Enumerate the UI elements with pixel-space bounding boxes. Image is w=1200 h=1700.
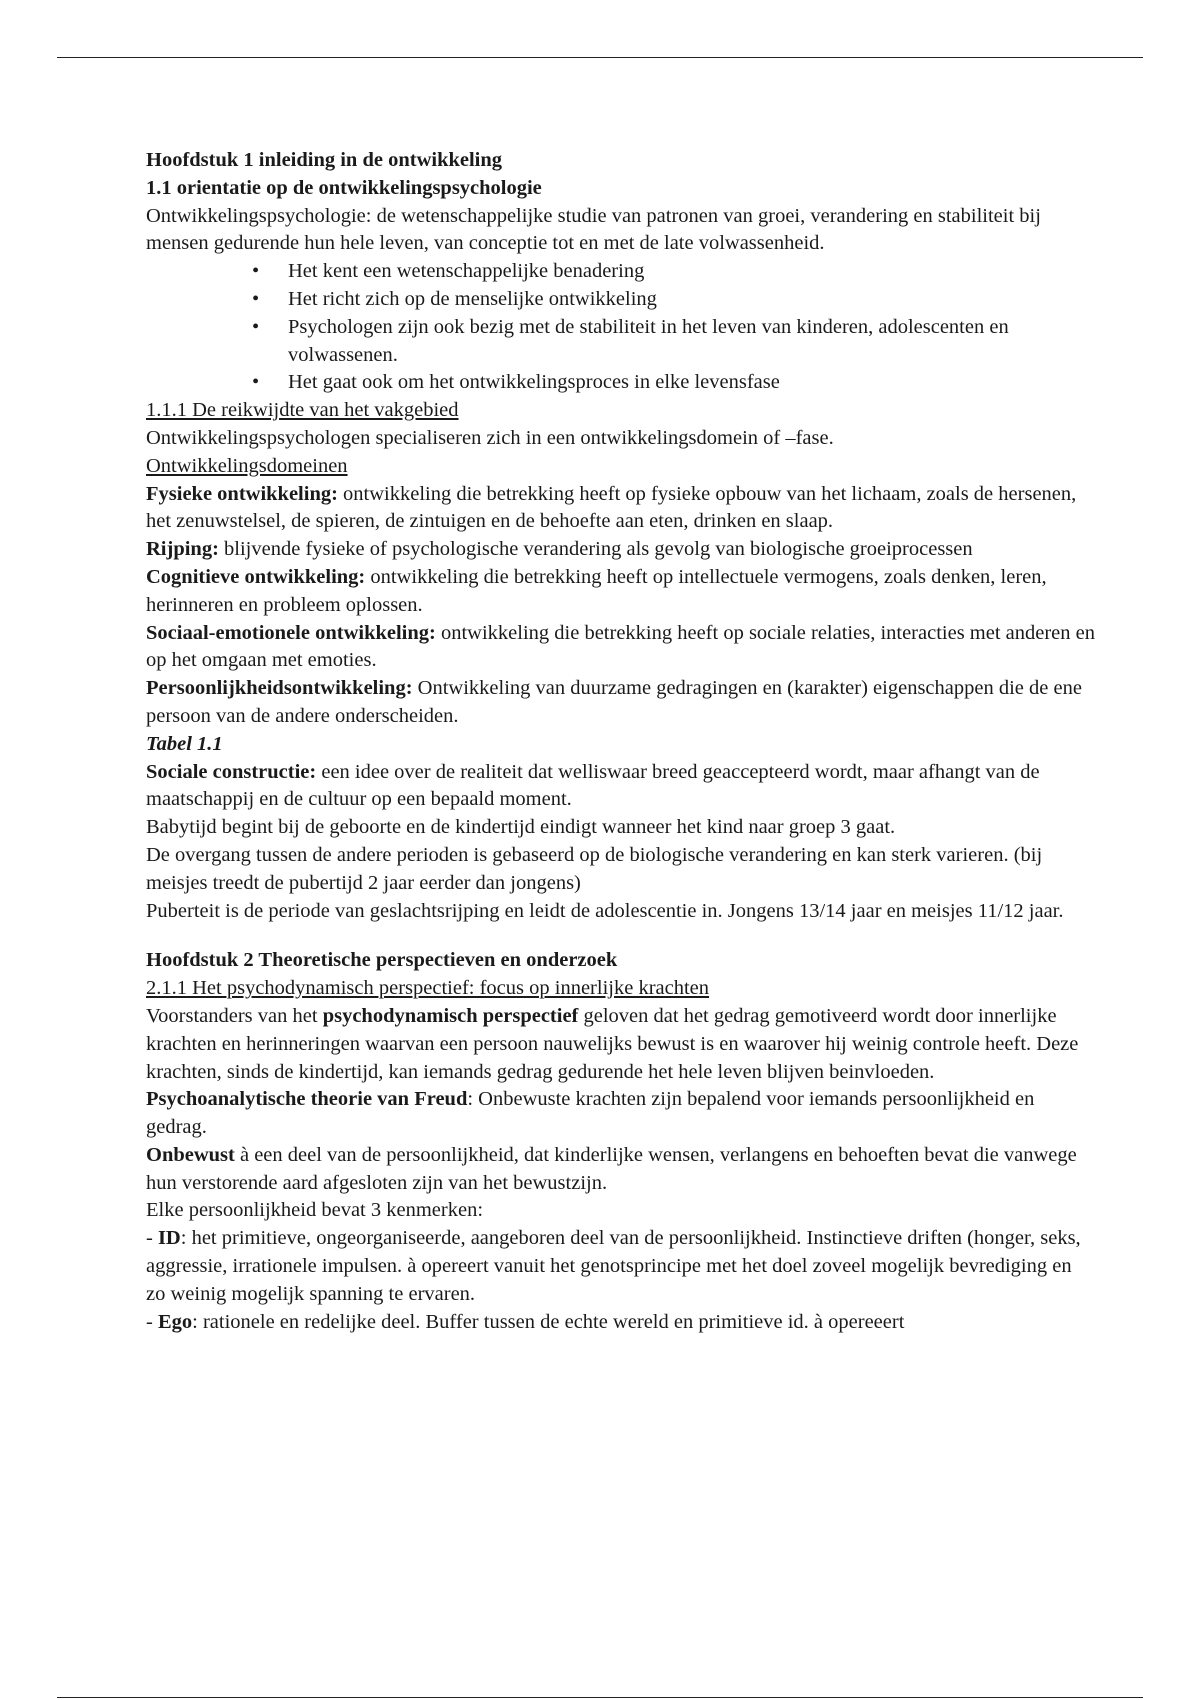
domain-definition-personality: Persoonlijkheidsontwikkeling: Ontwikkeling van duurzame gedragingen en (karakter) eigenschappen die de ene persoon van de andere onderscheiden. bbox=[146, 677, 1082, 727]
chapter1-title: Hoofdstuk 1 inleiding in de ontwikkeling bbox=[146, 149, 503, 171]
bullet-icon: • bbox=[252, 287, 260, 310]
kenmerken-intro: Elke persoonlijkheid bevat 3 kenmerken: bbox=[146, 1199, 484, 1222]
footer-rule bbox=[57, 1697, 1143, 1698]
paragraph-overgang: De overgang tussen de andere perioden is gebaseerd op de biologische verandering en kan sterk varieren. (bij meisjes treedt de pubertijd 2 jaar eerder dan jongens) bbox=[146, 843, 1043, 894]
table-label: Tabel 1.1 bbox=[146, 732, 223, 755]
paragraph-babytijd: Babytijd begint bij de geboorte en de kindertijd eindigt wanneer het kind naar groep 3 gaat. bbox=[146, 816, 896, 839]
domain-definition-maturation: Rijping: blijvende fysieke of psychologische verandering als gevolg van biologische groeiprocessen bbox=[146, 538, 973, 561]
subsection-paragraph: Ontwikkelingspsychologen specialiseren zich in een ontwikkelingsdomein of –fase. bbox=[146, 426, 834, 449]
chapter2-title: Hoofdstuk 2 Theoretische perspectieven en onderzoek bbox=[146, 949, 618, 972]
subsection-2-1-1-title: 2.1.1 Het psychodynamisch perspectief: focus op innerlijke krachten bbox=[146, 977, 710, 1000]
domain-definition-social-emotional: Sociaal-emotionele ontwikkeling: ontwikkeling die betrekking heeft op sociale relaties, interacties met anderen en op het omgaan met emoties. bbox=[146, 621, 1096, 672]
definition-paragraph: Ontwikkelingspsychologie: de wetenschappelijke studie van patronen van groei, verandering en stabiliteit bij mensen gedurende hun hele leven, van conceptie tot en met de late volwassenheid. bbox=[146, 204, 1041, 255]
bullet-icon: • bbox=[252, 260, 260, 283]
id-definition: - ID: het primitieve, ongeorganiseerde, aangeboren deel van de persoonlijkheid. Instinctieve driften (honger, seks, aggressie, irrationele impulsen. à opereert vanuit het genotsprincipe met het doel zoveel mogelijk bevrediging en zo weinig mogelijk spanning te ervaren. bbox=[146, 1227, 1081, 1305]
list-item: • Het gaat ook om het ontwikkelingsproces in elke levensfase bbox=[252, 369, 1096, 397]
spacer bbox=[146, 925, 1096, 947]
domains-heading: Ontwikkelingsdomeinen bbox=[146, 454, 348, 477]
onbewust-definition: Onbewust à een deel van de persoonlijkheid, dat kinderlijke wensen, verlangens en behoeften bevat die vanwege hun verstorende aard afgesloten zijn van het bewustzijn. bbox=[146, 1143, 1077, 1194]
ego-definition: - Ego: rationele en redelijke deel. Buffer tussen de echte wereld en primitieve id. à opereeert bbox=[146, 1310, 905, 1333]
list-item: • Het kent een wetenschappelijke benadering bbox=[252, 258, 1096, 286]
domain-definition-cognitive: Cognitieve ontwikkeling: ontwikkeling die betrekking heeft op intellectuele vermogens, zoals denken, leren, herinneren en probleem oplossen. bbox=[146, 565, 1047, 616]
document-body bbox=[146, 147, 1096, 1336]
bullet-icon: • bbox=[252, 315, 260, 338]
freud-definition: Psychoanalytische theorie van Freud: Onbewuste krachten zijn bepalend voor iemands persoonlijkheid en gedrag. bbox=[146, 1088, 1035, 1139]
paragraph-puberteit: Puberteit is de periode van geslachtsrijping en leidt de adolescentie in. Jongens 13/14 jaar en meisjes 11/12 jaar. bbox=[146, 899, 1064, 922]
subsection-1-1-1-title: 1.1.1 De reikwijdte van het vakgebied bbox=[146, 399, 459, 422]
list-item: • Psychologen zijn ook bezig met de stabiliteit in het leven van kinderen, adolescenten en volwassenen. bbox=[252, 315, 1009, 366]
bullet-list bbox=[146, 258, 1096, 397]
psychodynamic-paragraph: Voorstanders van het psychodynamisch perspectief geloven dat het gedrag gemotiveerd wordt door innerlijke krachten en herinneringen waarvan een persoon nauwelijks bewust is en waarover hij weinig controle heeft. Deze krachten, sinds de kindertijd, kan iemands gedrag gedurende het hele leven blijven beinvloeden. bbox=[146, 1004, 1079, 1083]
list-item: • Het richt zich op de menselijke ontwikkeling bbox=[252, 286, 1096, 314]
bullet-icon: • bbox=[252, 371, 260, 394]
header-rule bbox=[57, 57, 1143, 58]
domain-definition-physical: Fysieke ontwikkeling: ontwikkeling die betrekking heeft op fysieke opbouw van het lichaam, zoals de hersenen, het zenuwstelsel, de spieren, de zintuigen en de behoefte aan eten, drinken en slaap. bbox=[146, 482, 1077, 533]
social-construct-definition: Sociale constructie: een idee over de realiteit dat welliswaar breed geaccepteerd wordt, maar afhangt van de maatschappij en de cultuur op een bepaald moment. bbox=[146, 760, 1040, 811]
section-1-1-title: 1.1 orientatie op de ontwikkelingspsychologie bbox=[146, 176, 542, 199]
